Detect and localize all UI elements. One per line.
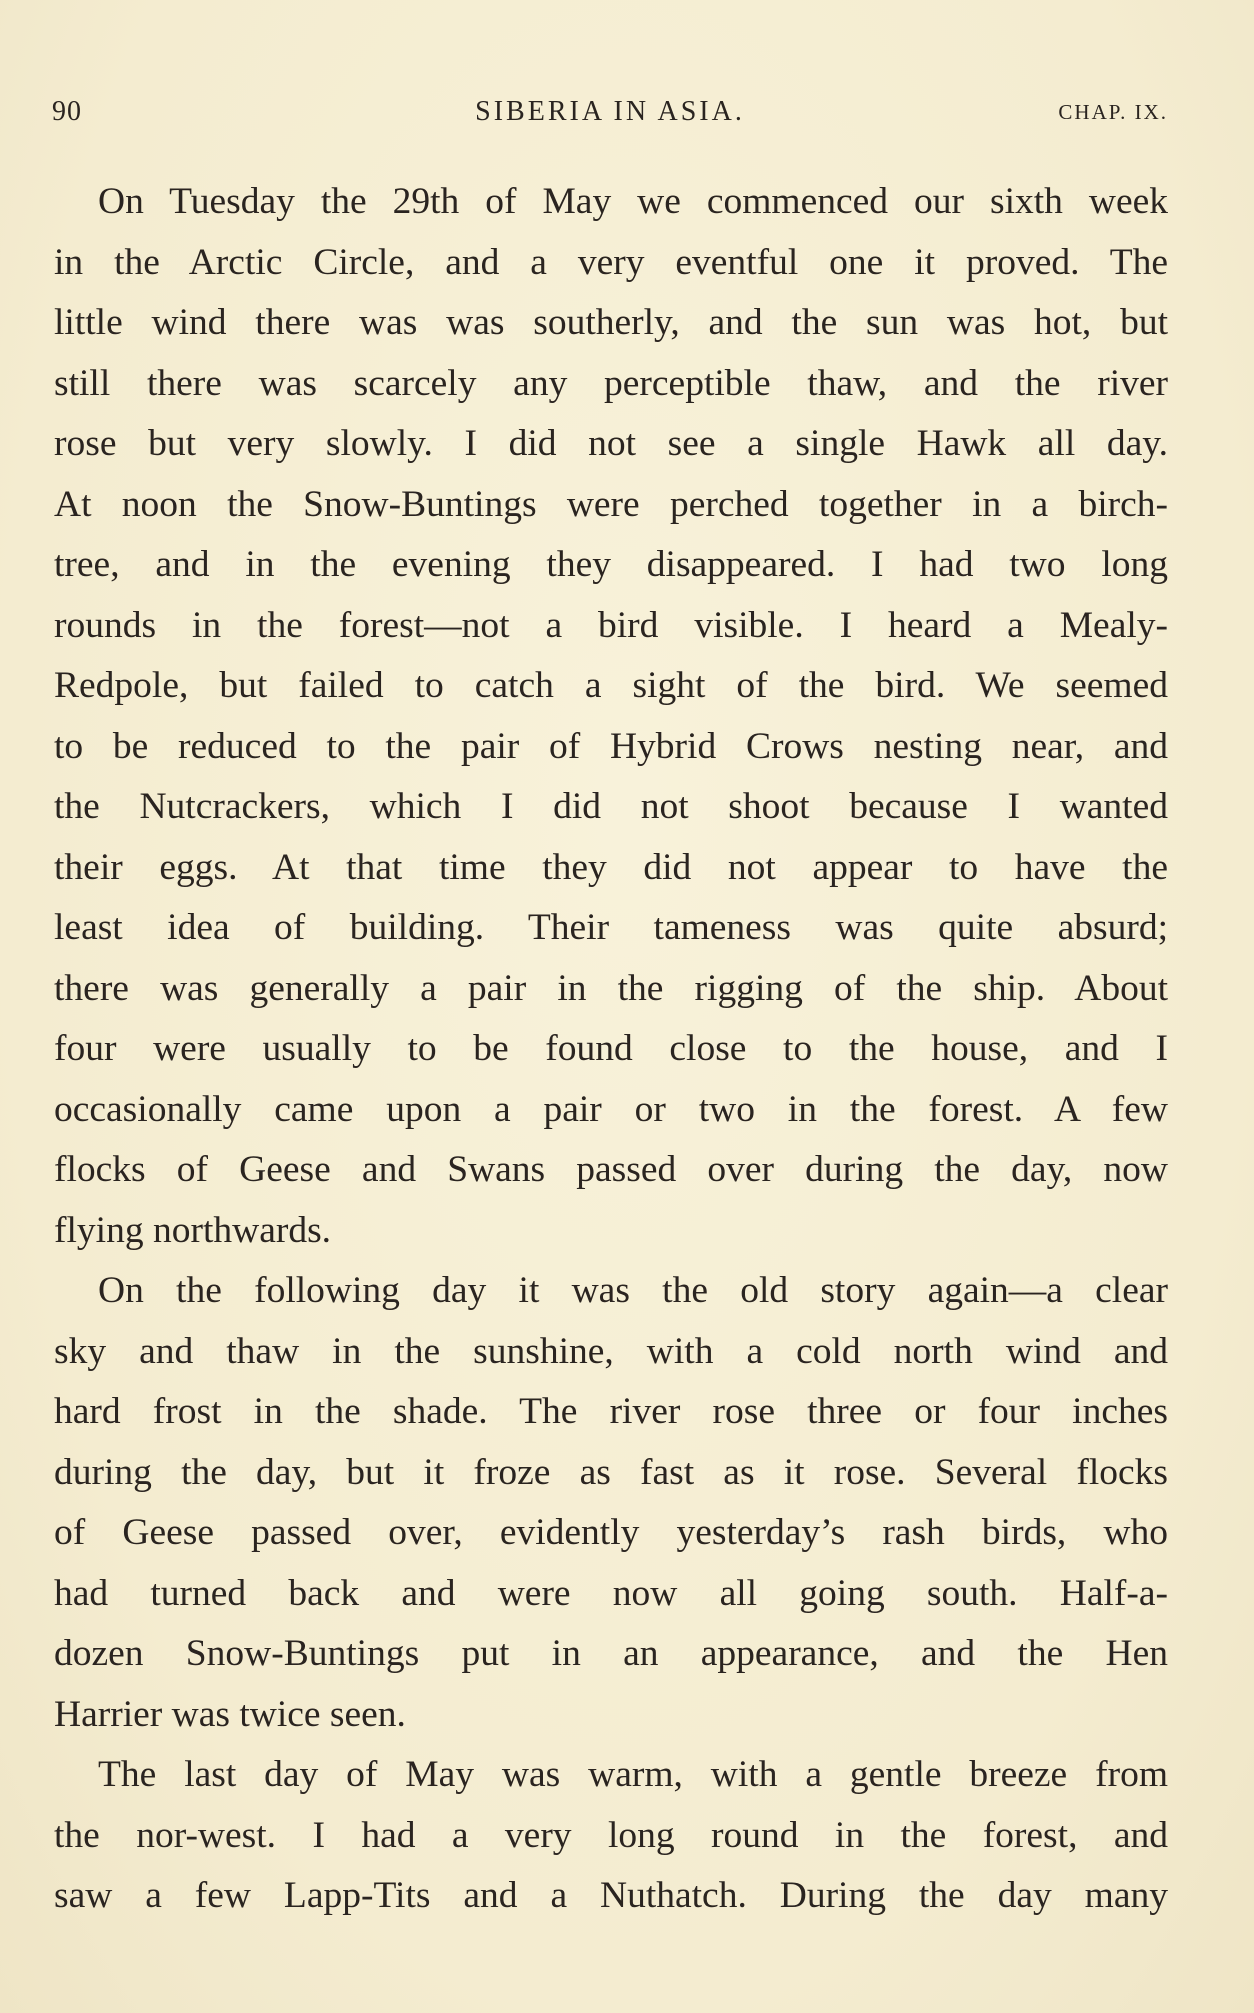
text-line: the nor-west. I had a very long round in the forest, and <box>54 1814 1168 1856</box>
text-line: At noon the Snow-Buntings were perched together in a birch- <box>54 483 1168 525</box>
text-line: The last day of May was warm, with a gentle breeze from <box>98 1754 1168 1795</box>
text-line: saw a few Lapp-Tits and a Nuthatch. During the day many <box>54 1875 1168 1916</box>
text-line: tree, and in the evening they disappeared. I had two long <box>54 544 1168 585</box>
text-line: their eggs. At that time they did not appear to have the <box>54 846 1168 888</box>
text-line: little wind there was was southerly, and the sun was hot, but <box>54 302 1168 343</box>
text-line: had turned back and were now all going south. Half-a- <box>54 1572 1168 1614</box>
text-line: to be reduced to the pair of Hybrid Crows nesting near, and <box>54 725 1168 767</box>
text-line: occasionally came upon a pair or two in the forest. A few <box>54 1088 1168 1130</box>
text-line: flocks of Geese and Swans passed over during the day, now <box>54 1149 1168 1190</box>
text-line: sky and thaw in the sunshine, with a cold north wind and <box>54 1330 1168 1372</box>
text-line: in the Arctic Circle, and a very eventful one it proved. The <box>54 241 1168 283</box>
text-line: the Nutcrackers, which I did not shoot because I wanted <box>54 786 1168 827</box>
text-line: four were usually to be found close to the house, and I <box>54 1028 1168 1069</box>
text-line: rose but very slowly. I did not see a single Hawk all day. <box>54 423 1168 464</box>
book-title: SIBERIA IN ASIA. <box>475 96 745 127</box>
text-line: least idea of building. Their tameness was quite absurd; <box>54 907 1168 948</box>
text-line: hard frost in the shade. The river rose three or four inches <box>54 1391 1168 1432</box>
text-line: there was generally a pair in the rigging of the ship. About <box>54 967 1168 1009</box>
text-line: On the following day it was the old story again—a clear <box>98 1270 1168 1311</box>
text-line: dozen Snow-Buntings put in an appearance, and the Hen <box>54 1633 1168 1674</box>
text-line: Harrier was twice seen. <box>54 1693 406 1735</box>
text-line: flying northwards. <box>54 1209 332 1251</box>
chapter-label: CHAP. IX. <box>1058 100 1168 124</box>
text-line: rounds in the forest—not a bird visible. I heard a Mealy- <box>54 604 1168 646</box>
text-line: On Tuesday the 29th of May we commenced our sixth week <box>98 181 1168 222</box>
text-line: during the day, but it froze as fast as it rose. Several flocks <box>54 1451 1168 1493</box>
text-line: still there was scarcely any perceptible thaw, and the river <box>54 362 1168 404</box>
running-head <box>52 96 1168 136</box>
body-text <box>54 172 1168 1927</box>
text-line: Redpole, but failed to catch a sight of the bird. We seemed <box>54 665 1168 706</box>
page-number: 90 <box>52 96 82 127</box>
text-line: of Geese passed over, evidently yesterday’s rash birds, who <box>54 1512 1168 1553</box>
